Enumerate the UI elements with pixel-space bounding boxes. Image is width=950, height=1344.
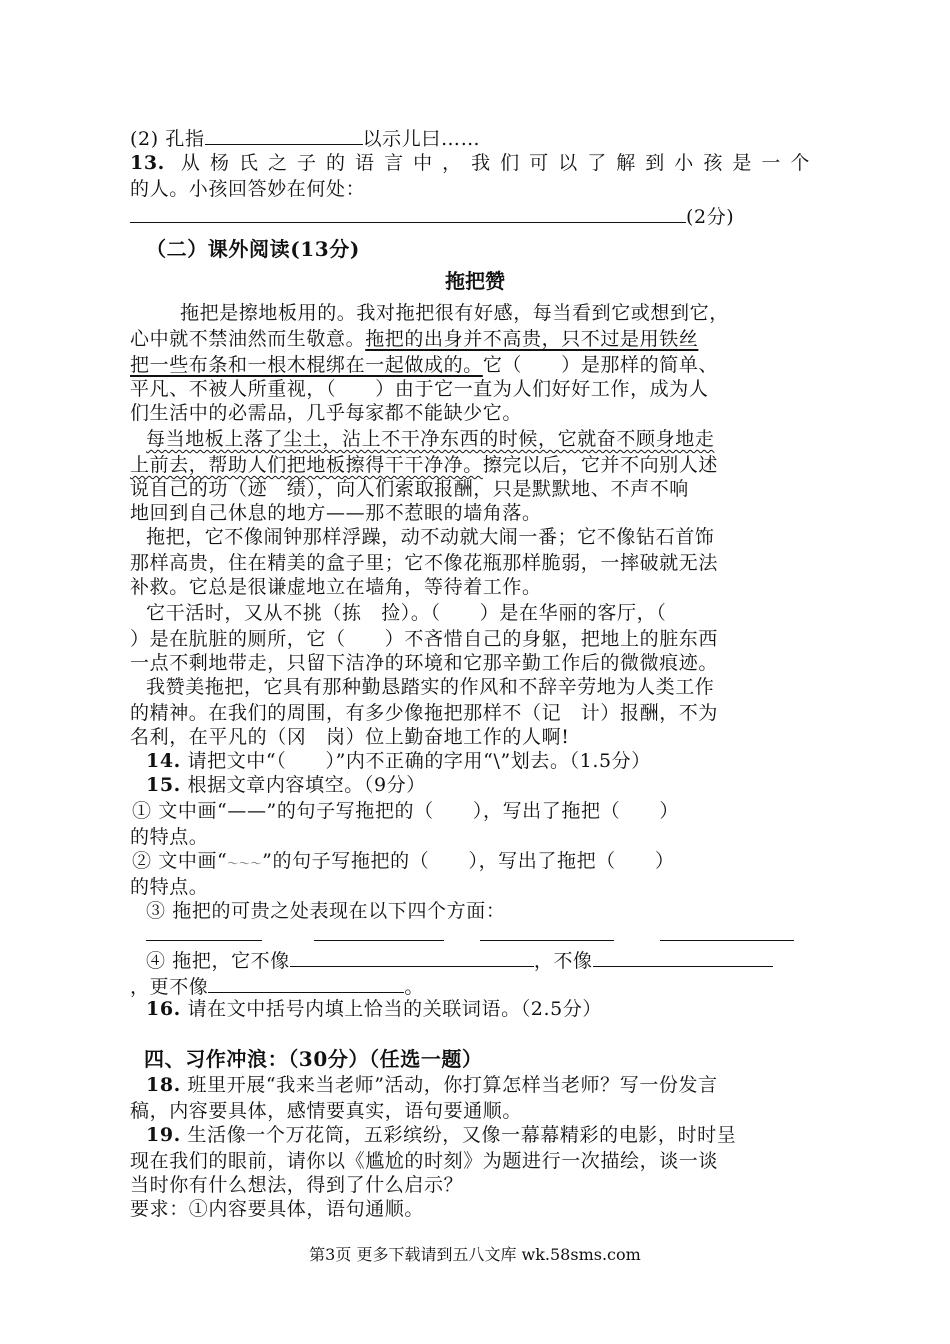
q18-line1 (146, 1072, 810, 1098)
answer-blank[interactable] (130, 202, 686, 223)
q12-2-prefix: (2) 孔指 (130, 128, 205, 150)
q15-sub4b-pre: ，更不像 (130, 976, 209, 998)
q16-line (146, 996, 810, 1022)
p1-line5: 们生活中的必需品，几乎每家都不能缺少它。 (130, 402, 523, 424)
p5-line1: 我赞美拖把，它具有那种勤恳踏实的作风和不辞辛劳地为人类工作 (146, 676, 715, 698)
q13-line1 (130, 150, 810, 176)
q15-sub4b-end: 。 (404, 976, 425, 998)
p3-line2: 那样高贵，住在精美的盒子里；它不像花瓶那样脆弱，一摔破就无法 (130, 552, 719, 574)
q16-text: 请在文中括号内填上恰当的关联词语。（2.5分） (187, 998, 603, 1020)
underlined-sentence: 把一些布条和一根木棍绑在一起做成的。 (130, 354, 483, 376)
q14-text: 请把文中“（ ）”内不正确的字用“\”划去。（1.5分） (187, 750, 651, 772)
q19-text: 生活像一个万花筒，五彩缤纷，又像一幕幕精彩的电影，时时呈 (187, 1124, 737, 1146)
page-footer: 第3页 更多下载请到五八文库 wk.58sms.com (309, 1245, 641, 1264)
p1-text: 心中就不禁油然而生敬意。 (130, 328, 366, 350)
answer-blank[interactable] (290, 946, 534, 967)
q15-sub4-mid: ，不像 (533, 950, 593, 972)
q13-number: 13. (130, 152, 165, 174)
q15-sub2-pre: ② 文中画“ (132, 850, 228, 872)
p2-line1 (146, 426, 810, 452)
p3-line3: 补救。它总是很谦虚地立在墙角，等待着工作。 (130, 576, 542, 598)
answer-blank[interactable] (480, 920, 614, 941)
q14-number: 14. (146, 750, 181, 772)
p2-line2 (130, 452, 810, 478)
q19-line3: 当时你有什么想法，得到了什么启示？ (130, 1174, 464, 1196)
q13-line2: 的人。小孩回答妙在何处： (130, 178, 366, 200)
q15-sub3-blanks (146, 920, 810, 946)
section-2-title: （二）课外阅读(13分) (146, 237, 360, 261)
q15-sub2-line1 (132, 848, 810, 874)
q19-number: 19. (146, 1124, 181, 1146)
q15-sub1-line2: 的特点。 (130, 826, 209, 848)
q14-line (146, 748, 810, 774)
p4-line2: ）是在肮脏的厕所，它（ ）不吝惜自己的身躯，把地上的脏东西 (130, 628, 719, 650)
answer-blank[interactable] (593, 946, 773, 967)
p1-line4: 平凡、不被人所重视，（ ）由于它一直为人们好好工作，成为人 (130, 378, 709, 400)
p5-line2: 的精神。在我们的周围，有多少像拖把那样不（记 计）报酬，不为 (130, 702, 719, 724)
answer-blank[interactable] (146, 920, 262, 941)
q19-line2: 现在我们的眼前，请你以《尴尬的时刻》为题进行一次描绘，谈一谈 (130, 1150, 719, 1172)
p1-line1: 拖把是擦地板用的。我对拖把很有好感，每当看到它或想到它， (180, 302, 729, 324)
q12-2-suffix: 以示儿曰…… (362, 128, 481, 150)
q15-sub4-line1 (146, 946, 810, 972)
q15-sub4-line2 (130, 972, 810, 998)
p2-line4: 地回到自己休息的地方——那不惹眼的墙角落。 (130, 502, 542, 524)
q13-text: 从杨氏之子的语言中，我们可以了解到小孩是一个 (180, 152, 810, 174)
q15-sub1-line1: ① 文中画“——”的句子写拖把的（ ），写出了拖把（ ） (132, 800, 679, 822)
p4-line3: 一点不剩地带走，只留下洁净的环境和它那辛勤工作后的微微痕迹。 (130, 652, 719, 674)
p4-line1: 它干活时，又从不挑（拣 捡）。（ ）是在华丽的客厅，（ (146, 602, 667, 624)
q13-score: (2分) (686, 206, 735, 228)
q15-sub3: ③ 拖把的可贵之处表现在以下四个方面： (146, 900, 506, 922)
q18-line2: 稿，内容要具体，感情要真实，语句要通顺。 (130, 1100, 523, 1122)
answer-blank[interactable] (314, 920, 444, 941)
p1-text: 它（ ）是那样的简单、 (482, 354, 719, 376)
q16-number: 16. (146, 998, 181, 1020)
requirement: 要求：①内容要具体，语句通顺。 (130, 1198, 425, 1220)
q18-number: 18. (146, 1074, 181, 1096)
answer-blank[interactable] (660, 920, 794, 941)
q15-number: 15. (146, 774, 181, 796)
p1-line3 (130, 352, 810, 378)
article-title: 拖把赞 (445, 269, 505, 293)
p3-line1: 拖把，它不像闹钟那样浮躁，动不动就大闹一番；它不像钻石首饰 (146, 526, 715, 548)
q15-text: 根据文章内容填空。（9分） (187, 774, 426, 796)
q15-line (146, 772, 810, 798)
p2-line3: 说自己的功（迹 绩），向人们索取报酬，只是默默地、不声不响 (130, 478, 689, 500)
wavy-mark: ～～～ (227, 857, 263, 870)
q15-sub2-line2: 的特点。 (130, 876, 209, 898)
underlined-sentence: 拖把的出身并不高贵，只不过是用铁丝 (365, 328, 699, 350)
section-4-title: 四、习作冲浪：（30分）（任选一题） (144, 1047, 483, 1071)
answer-blank[interactable] (208, 972, 404, 993)
q15-sub2-post: ”的句子写拖把的（ ），写出了拖把（ ） (262, 850, 675, 872)
wavy-sentence: 上前去，帮助人们把地板擦得干干净净。 (130, 454, 483, 476)
p2-text: 擦完以后，它并不向别人述 (482, 454, 719, 476)
p5-line3: 名利，在平凡的（冈 岗）位上勤奋地工作的人啊! (130, 726, 570, 748)
p1-line2 (130, 326, 810, 352)
q18-text: 班里开展“我来当老师”活动，你打算怎样当老师？写一份发言 (187, 1074, 718, 1096)
answer-blank[interactable] (205, 124, 363, 145)
wavy-sentence: 每当地板上落了尘土，沾上不干净东西的时候，它就奋不顾身地走 (146, 428, 715, 450)
q12-2-line (130, 124, 810, 150)
q13-answer-line (130, 202, 810, 228)
q15-sub4-pre: ④ 拖把，它不像 (146, 950, 290, 972)
q19-line1 (146, 1122, 810, 1148)
